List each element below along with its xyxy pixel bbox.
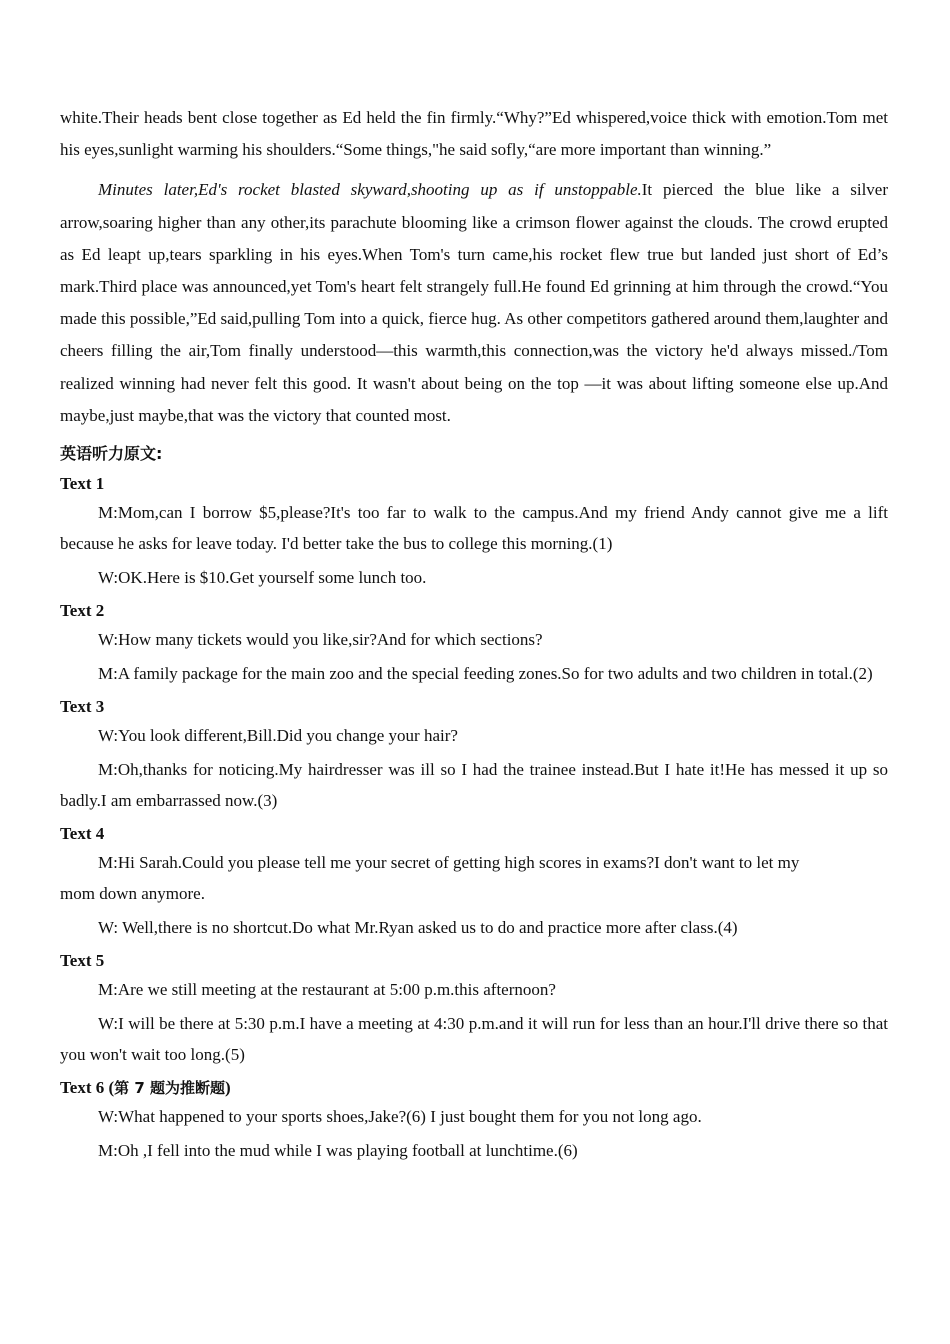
text-2-line-2: M:A family package for the main zoo and the special feeding zones.So for two adults and two children in total.(2) (98, 664, 873, 684)
text-4-line-1: M:Hi Sarah.Could you please tell me your secret of getting high scores in exams?I don't want to let my mom down anymore. (60, 853, 800, 904)
text-6-label-cn: 第 7 题为推断题 (114, 1079, 226, 1098)
text-3-label: Text 3 (60, 697, 105, 717)
text-2-line-1: W:How many tickets would you like,sir?And for which sections? (98, 630, 543, 650)
text-2-label: Text 2 (60, 601, 105, 621)
text-6-line-1: W:What happened to your sports shoes,Jake?(6) I just bought them for you not long ago. (98, 1107, 702, 1127)
text-4-label: Text 4 (60, 824, 105, 844)
text-5-line-1: M:Are we still meeting at the restaurant at 5:00 p.m.this afternoon? (98, 980, 556, 1000)
text-4-line-2: W: Well,there is no shortcut.Do what Mr.Ryan asked us to do and practice more after class.(4) (98, 918, 738, 938)
text-3-line-2: M:Oh,thanks for noticing.My hairdresser was ill so I had the trainee instead.But I hate it!He has messed it up so badly.I am embarrassed now.(3) (60, 760, 888, 811)
text-6-line-2: M:Oh ,I fell into the mud while I was playing football at lunchtime.(6) (98, 1141, 578, 1161)
text-6-label-prefix: Text 6 ( (60, 1078, 115, 1098)
story-paragraph-2 (60, 174, 888, 432)
text-5-line-2: W:I will be there at 5:30 p.m.I have a meeting at 4:30 p.m.and it will run for less than an hour.I'll drive there so that you won't wait too long.(5) (60, 1014, 888, 1065)
story-paragraph-2-text: It pierced the blue like a silver arrow,soaring higher than any other,its parachute blooming like a crimson flower against the clouds. The crowd erupted as Ed leapt up,tears sparkling in his eyes.When Tom's turn came,his rocket flew true but landed just short of Ed’s mark.Third place was announced,yet Tom's heart felt strangely full.He found Ed grinning at him through the crowd.“You made this possible,”Ed said,pulling Tom into a quick, fierce hug. As other competitors gathered around them,laughter and cheers filling the air,Tom finally understood—this warmth,this connection,was the victory he'd always missed./Tom realized winning had never felt this good. It wasn't about being on the top —it was about lifting someone else up.And maybe,just maybe,that was the victory that counted most. (60, 180, 889, 425)
story-paragraph-2-italic: Minutes later,Ed's rocket blasted skyward,shooting up as if unstoppable. (98, 180, 642, 200)
text-6-label-suffix: ) (225, 1078, 231, 1098)
text-6-label (60, 1075, 888, 1101)
text-1-line-1: M:Mom,can I borrow $5,please?It's too far to walk to the campus.And my friend Andy cannot give me a lift because he asks for leave today. I'd better take the bus to college this morning.(1) (60, 503, 888, 554)
text-1-line-2: W:OK.Here is $10.Get yourself some lunch too. (98, 568, 427, 588)
text-3-line-1: W:You look different,Bill.Did you change your hair? (98, 726, 458, 746)
listening-heading: 英语听力原文: (60, 444, 163, 464)
story-paragraph-1: white.Their heads bent close together as Ed held the fin firmly.“Why?”Ed whispered,voice thick with emotion.Tom met his eyes,sunlight warming his shoulders.“Some things,"he said sofly,“are more important than winning.” (60, 108, 888, 160)
page-content (60, 102, 888, 1166)
text-1-label: Text 1 (60, 474, 105, 494)
text-5-label: Text 5 (60, 951, 105, 971)
